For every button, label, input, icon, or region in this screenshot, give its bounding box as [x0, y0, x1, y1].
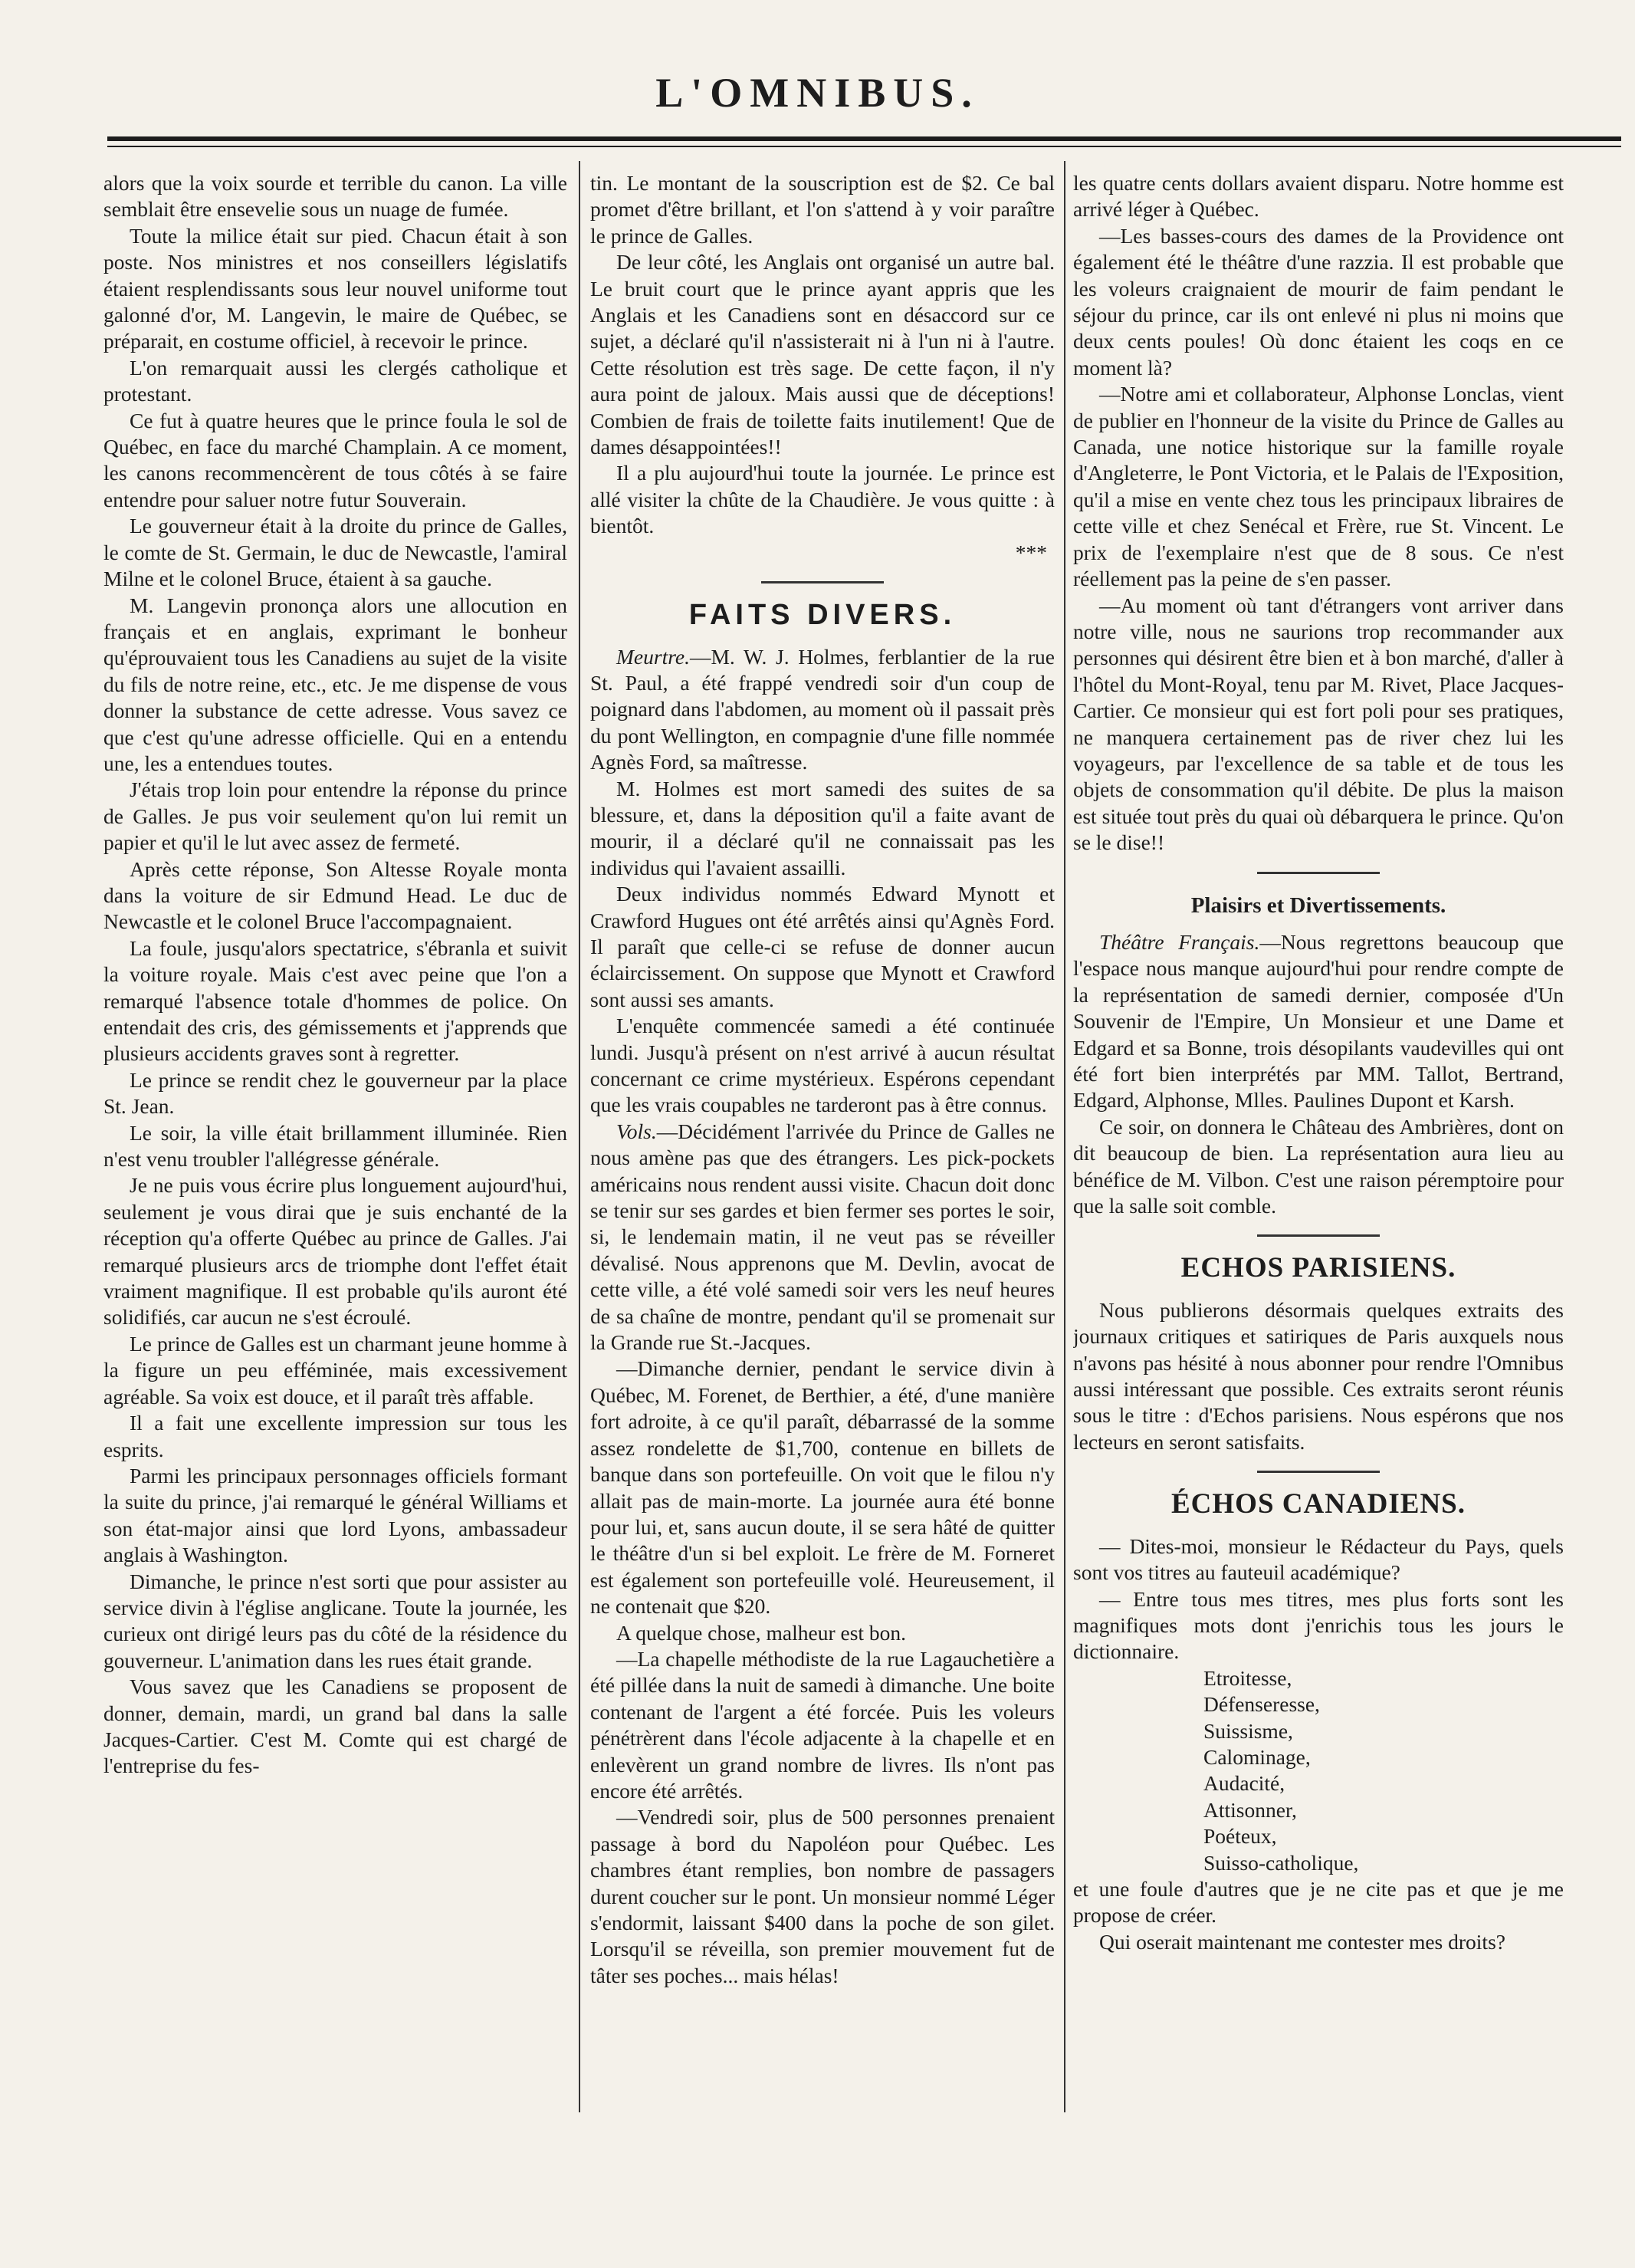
paragraph: —Les basses-cours des dames de la Providence ont également été le théâtre d'une razzia. Il est probable que les voleurs craignaient de mourir de faim pendant le séjour du prince, car ils ont enlevé ni plus ni moins que deux cents poules! Où donc étaient les coqs en ce moment là?	[1073, 223, 1564, 380]
top-rule-thin	[107, 146, 1621, 147]
list-item: Attisonner,	[1203, 1797, 1297, 1822]
paragraph: —Dimanche dernier, pendant le service divin à Québec, M. Forenet, de Berthier, a été, d'une manière fort adroite, à ce qu'il paraît, débarrassé de la somme assez rondelette de $1,700, contenue en billets de banque dans son portefeuille. On voit que le filou n'y allait pas de main-morte. La journée aura été bonne pour lui, et, sans aucun doute, il se sera hâté de quitter le théâtre d'un si bel exploit. Le frère de M. Forneret est également son portefeuille volé. Heureusement, il ne contenait que $20.	[590, 1356, 1055, 1619]
paragraph: L'on remarquait aussi les clergés catholique et protestant.	[103, 355, 567, 406]
paragraph: Ce soir, on donnera le Château des Ambrières, dont on dit beaucoup de bien. La représentation aura lieu au bénéfice de M. Vilbon. C'est une raison péremptoire pour que la salle soit comble.	[1073, 1114, 1564, 1218]
paragraph: Je ne puis vous écrire plus longuement aujourd'hui, seulement je vous dirai que je suis enchanté de la réception qu'a offerte Québec au prince de Galles. J'ai remarqué plusieurs arcs de triomphe dont l'effet était vraiment magnifique. Il est probable qu'ils auront été solidifiés, car aucun ne s'est écroulé.	[103, 1173, 567, 1330]
section-heading-plaisirs: Plaisirs et Divertissements.	[1190, 892, 1446, 918]
paragraph: M. Langevin prononça alors une allocution en français et en anglais, exprimant le bonheur qu'éprouvaient tous les Canadiens au sujet de la visite du fils de notre reine, etc., etc. Je me dispense de vous donner la substance de cette adresse. Vous savez ce que c'est qu'une adresse officielle. Qui en a entendu une, les a entendues toutes.	[103, 593, 567, 775]
item-text: —Nous regrettons beaucoup que l'espace nous manque aujourd'hui pour rendre compte de la représentation de samedi dernier, composée d'Un Souvenir de l'Empire, Un Monsieur et une Dame et Edgard et sa Bonne, trois désopilants vaudevilles qui ont été fort bien interprétés par MM. Tallot, Bertrand, Edgard, Alphonse, Mlles. Paulines Dupont et Karsh.	[1073, 929, 1564, 1113]
paragraph: J'étais trop loin pour entendre la réponse du prince de Galles. Je pus voir seulement qu'on lui remit un papier et qu'il le lut avec assez de fermeté.	[103, 777, 567, 855]
paragraph: Dimanche, le prince n'est sorti que pour assister au service divin à l'église anglicane. Toute la journée, les curieux ont dirigé leurs pas du côté de la résidence du gouverneur. L'animation dans les rues était grande.	[103, 1569, 567, 1672]
word-list	[1203, 1665, 1564, 1876]
paragraph: De leur côté, les Anglais ont organisé un autre bal. Le bruit court que le prince ayant appris que les Anglais et les Canadiens sont en désaccord sur ce sujet, a déclaré qu'il n'assisterait ni à l'un ni à l'autre. Cette résolution est très sage. De cette façon, il n'y aura point de jaloux. Mais aussi que de déceptions! Combien de frais de toilette faits inutilement! Que de dames désappointées!!	[590, 250, 1055, 459]
item-lead: Meurtre.	[616, 644, 690, 669]
paragraph: M. Holmes est mort samedi des suites de sa blessure, et, dans la déposition qu'il a faite avant de mourir, il a déclaré qu'il ne connaissait pas les individus qui l'avaient assailli.	[590, 776, 1055, 879]
section-separator	[761, 581, 884, 583]
column-3	[1073, 170, 1564, 2133]
paragraph: Le prince de Galles est un charmant jeune homme à la figure un peu efféminée, mais excessivement agréable. Sa voix est douce, et il paraît très affable.	[103, 1331, 567, 1408]
paragraph: A quelque chose, malheur est bon.	[616, 1620, 907, 1645]
paragraph: Il a fait une excellente impression sur tous les esprits.	[103, 1411, 567, 1461]
paragraph: Le soir, la ville était brillamment illuminée. Rien n'est venu troubler l'allégresse générale.	[103, 1120, 567, 1172]
masthead-title: L'OMNIBUS.	[655, 70, 980, 116]
paragraph: Vous savez que les Canadiens se proposent de donner, demain, mardi, un grand bal dans la salle Jacques-Cartier. C'est M. Comte qui est chargé de l'entreprise du fes-	[103, 1675, 567, 1778]
paragraph: Deux individus nommés Edward Mynott et Crawford Hugues ont été arrêtés ainsi qu'Agnès Ford. Il paraît que celle-ci se refuse de donner aucun éclaircissement. On suppose que Mynott et Crawford sont aussi ses amants.	[590, 882, 1055, 1011]
paragraph: — Dites-moi, monsieur le Rédacteur du Pays, quels sont vos titres au fauteuil académique?	[1073, 1533, 1564, 1585]
paragraph: —Au moment où tant d'étrangers vont arriver dans notre ville, nous ne saurions trop recommander aux personnes qui désirent être bien et à bon marché, d'aller à l'hôtel du Mont-Royal, tenu par M. Rivet, Place Jacques-Cartier. Ce monsieur qui est fort poli pour ses pratiques, ne manquera certainement pas de river chez lui les voyageurs, par l'excellence de sa table et de tous les objets de consommation qu'il débite. De plus la maison est située tout près du quai où débarquera le prince. Qu'on se le dise!!	[1073, 593, 1564, 855]
list-item: Suisso-catholique,	[1203, 1850, 1359, 1875]
paragraph: —La chapelle méthodiste de la rue Lagauchetière a été pillée dans la nuit de samedi à dimanche. Une boite contenant de l'argent a été forcée. Puis les voleurs pénétrèrent dans l'école adjacente à la chapelle et en enlevèrent un grand nombre de livres. Ils n'ont pas encore été arrêtés.	[590, 1646, 1055, 1803]
paragraph: Il a plu aujourd'hui toute la journée. Le prince est allé visiter la chûte de la Chaudière. Je vous quitte : à bientôt.	[590, 461, 1055, 538]
section-separator	[1257, 872, 1380, 874]
paragraph: L'enquête commencée samedi a été continuée lundi. Jusqu'à présent on n'est arrivé à aucun résultat concernant ce crime mystérieux. Espérons cependant que les vrais coupables ne tarderont pas à être connus.	[590, 1014, 1055, 1117]
paragraph: les quatre cents dollars avaient disparu. Notre homme est arrivé léger à Québec.	[1073, 171, 1564, 222]
news-item	[1073, 929, 1564, 1114]
news-item	[590, 1119, 1055, 1356]
column-divider	[579, 161, 580, 2112]
paragraph: Après cette réponse, Son Altesse Royale monta dans la voiture de sir Edmund Head. Le duc de Newcastle et le colonel Bruce l'accompagnaient.	[103, 856, 567, 934]
list-item: Audacité,	[1203, 1771, 1285, 1796]
paragraph: La foule, jusqu'alors spectatrice, s'ébranla et suivit la voiture royale. Mais c'est avec peine que l'on a remarqué l'absence totale d'hommes de police. On entendait des cris, des gémissements et j'apprends que plusieurs accidents graves sont à regretter.	[103, 935, 567, 1066]
item-text: —M. W. J. Holmes, ferblantier de la rue St. Paul, a été frappé vendredi soir d'un coup de poignard dans l'abdomen, au moment où il passait près du pont Wellington, en compagnie d'une fille nommée Agnès Ford, sa maîtresse.	[590, 644, 1055, 774]
paragraph: Nous publierons désormais quelques extraits des journaux critiques et satiriques de Paris auxquels nous n'avons pas hésité à nous abonner pour rendre l'Omnibus aussi intéressant que possible. Ces extraits seront réunis sous le titre : d'Echos parisiens. Nous espérons que nos lecteurs en seront satisfaits.	[1073, 1297, 1564, 1454]
paragraph: Le prince se rendit chez le gouverneur par la place St. Jean.	[103, 1067, 567, 1119]
paragraph: —Notre ami et collaborateur, Alphonse Lonclas, vient de publier en l'honneur de la visite du Prince de Galles au Canada, une notice historique sur la famille royale d'Angleterre, le Pont Victoria, et le Palais de l'Exposition, qu'il a mise en vente chez tous les principaux libraires de cette ville et chez Senécal et Frère, rue St. Vincent. Le prix de l'exemplaire n'est que de 8 sous. Ce n'est réellement pas la peine de s'en passer.	[1073, 382, 1564, 591]
section-heading-faits-divers: FAITS DIVERS.	[688, 599, 957, 632]
item-lead: Vols.	[616, 1119, 657, 1143]
paragraph: Le gouverneur était à la droite du prince de Galles, le comte de St. Germain, le duc de Newcastle, l'amiral Milne et le colonel Bruce, étaient à sa gauche.	[103, 514, 567, 591]
section-separator	[1257, 1234, 1380, 1237]
list-item: Défenseresse,	[1203, 1692, 1320, 1717]
list-item: Calominage,	[1203, 1744, 1311, 1769]
signature-mark: ***	[1015, 540, 1047, 564]
paragraph: et une foule d'autres que je ne cite pas et que je me propose de créer.	[1073, 1876, 1564, 1928]
paragraph: tin. Le montant de la souscription est de $2. Ce bal promet d'être brillant, et l'on s'attend à y voir paraître le prince de Galles.	[590, 171, 1055, 248]
list-item: Etroitesse,	[1203, 1665, 1292, 1690]
section-heading-echos-canadiens: ÉCHOS CANADIENS.	[1170, 1488, 1466, 1520]
list-item: Suissisme,	[1203, 1718, 1293, 1743]
news-item	[590, 644, 1055, 776]
column-2	[590, 170, 1055, 2133]
paragraph: Qui oserait maintenant me contester mes droits?	[1099, 1929, 1505, 1954]
list-item: Poéteux,	[1203, 1824, 1277, 1849]
section-separator	[1257, 1471, 1380, 1473]
column-divider	[1064, 161, 1065, 2112]
paragraph: Toute la milice était sur pied. Chacun était à son poste. Nos ministres et nos conseillers législatifs étaient resplendissants sous leur nouvel uniforme tout galonné d'or, M. Langevin, le maire de Québec, se préparait, en costume officiel, à recevoir le prince.	[103, 223, 567, 353]
item-lead: Théâtre Français.	[1099, 929, 1260, 954]
section-heading-echos-parisiens: ECHOS PARISIENS.	[1180, 1252, 1456, 1284]
paragraph: Ce fut à quatre heures que le prince foula le sol de Québec, en face du marché Champlain. A ce moment, les canons recommencèrent de tous côtés à se faire entendre pour saluer notre futur Souverain.	[103, 408, 567, 511]
paragraph: alors que la voix sourde et terrible du canon. La ville semblait être ensevelie sous un nuage de fumée.	[103, 171, 567, 222]
item-text: —Décidément l'arrivée du Prince de Galles ne nous amène pas que des étrangers. Les pick-pockets américains nous rendent aussi visite. Chacun doit donc se tenir sur ses gardes et bien fermer ses portes le soir, si, le lendemain matin, il ne veut pas se réveiller dévalisé. Nous apprenons que M. Devlin, avocat de cette ville, a été volé samedi soir vers les neuf heures de sa chaîne de montre, pendant qu'il se promenait sur la Grande rue St.-Jacques.	[590, 1119, 1055, 1355]
paragraph: —Vendredi soir, plus de 500 personnes prenaient passage à bord du Napoléon pour Québec. Les chambres étant remplies, bon nombre de passagers durent coucher sur le pont. Un monsieur nommé Léger s'endormit, laissant $400 dans la poche de son gilet. Lorsqu'il se réveilla, son premier mouvement fut de tâter ses poches... mais hélas!	[590, 1805, 1055, 1987]
paragraph: — Entre tous mes titres, mes plus forts sont les magnifiques mots dont j'enrichis tous les jours le dictionnaire.	[1073, 1586, 1564, 1664]
paragraph: Parmi les principaux personnages officiels formant la suite du prince, j'ai remarqué le général Williams et son état-major ainsi que lord Lyons, ambassadeur anglais à Washington.	[103, 1463, 567, 1567]
column-1	[103, 170, 567, 2133]
top-rule	[107, 136, 1621, 141]
